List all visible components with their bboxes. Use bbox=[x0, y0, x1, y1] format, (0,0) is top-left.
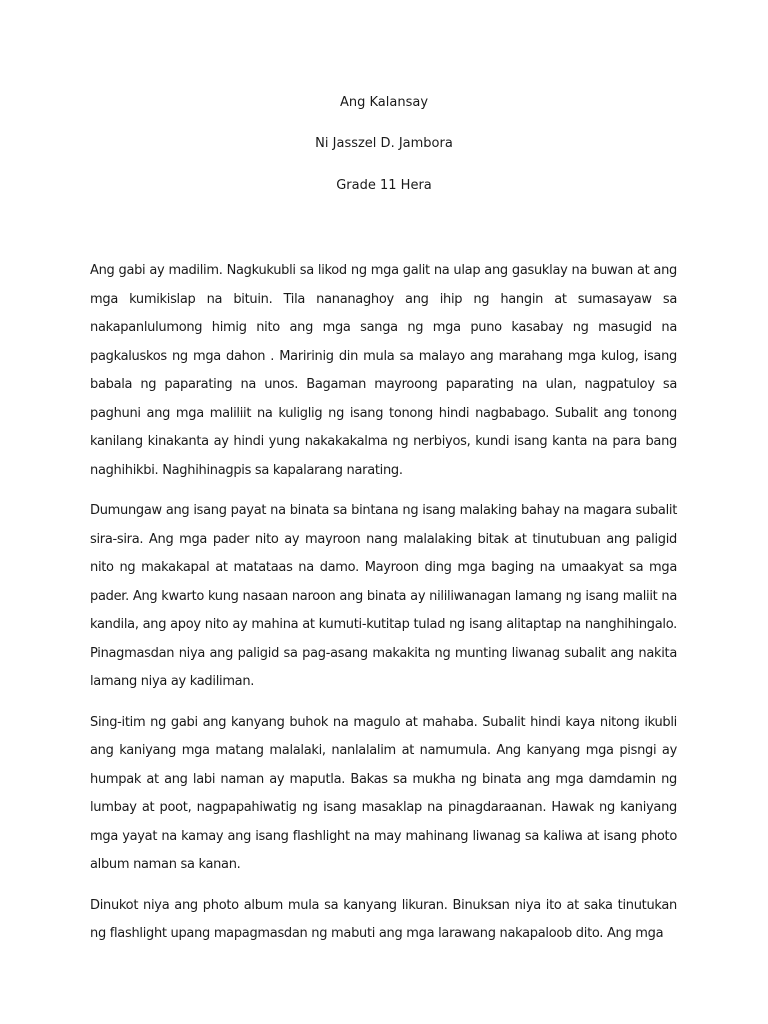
paragraph-1: Ang gabi ay madilim. Nagkukubli sa likod ng mga galit na ulap ang gasuklay na buwan at ang mga kumikislap na bituin. Tila nananaghoy ang ihip ng hangin at sumasayaw sa nakapanlulumong himig nito ang mga sanga ng mga puno kasabay ng masugid na pagkaluskos ng mga dahon . Maririnig din mula sa malayo ang marahang mga kulog, isang babala ng paparating na unos. Bagaman mayroong paparating na ulan, nagpatuloy sa paghuni ang mga maliliit na kuliglig ng isang tonong hindi nagbabago. Subalit ang tonong kanilang kinakanta ay hindi yung nakakakalma ng nerbiyos, kundi isang kanta na para bang naghihikbi. Naghihinagpis sa kapalarang narating. bbox=[90, 263, 677, 478]
story-body bbox=[90, 257, 677, 961]
story-title: Ang Kalansay bbox=[339, 95, 429, 110]
grade-line: Grade 11 Hera bbox=[336, 178, 432, 193]
paragraph-4: Dinukot niya ang photo album mula sa kanyang likuran. Binuksan niya ito at saka tinutukan ng flashlight upang mapagmasdan ng mabuti ang mga larawang nakapaloob dito. Ang mga bbox=[90, 897, 677, 941]
author-line: Ni Jasszel D. Jambora bbox=[315, 136, 453, 151]
paragraph-2: Dumungaw ang isang payat na binata sa bintana ng isang malaking bahay na magara subalit sira-sira. Ang mga pader nito ay mayroon nang malalaking bitak at tinutubuan ang paligid nito ng makakapal at matataas na damo. Mayroon ding mga baging na umaakyat sa mga pader. Ang kwarto kung nasaan naroon ang binata ay nililiwanagan lamang ng isang maliit na kandila, ang apoy nito ay mahina at kumuti-kutitap tulad ng isang alitaptap na nanghihingalo. Pinagmasdan niya ang paligid sa pag-asang makakita ng munting liwanag subalit ang nakita lamang niya ay kadiliman. bbox=[90, 503, 677, 689]
paragraph-3: Sing-itim ng gabi ang kanyang buhok na magulo at mahaba. Subalit hindi kaya nitong ikubli ang kaniyang mga matang malalaki, nanlalalim at namumula. Ang kanyang mga pisngi ay humpak at ang labi naman ay maputla. Bakas sa mukha ng binata ang mga damdamin ng lumbay at poot, nagpapahiwatig ng isang masaklap na pinagdaraanan. Hawak ng kaniyang mga yayat na kamay ang isang flashlight na may mahinang liwanag sa kaliwa at isang photo album naman sa kanan. bbox=[90, 714, 677, 872]
